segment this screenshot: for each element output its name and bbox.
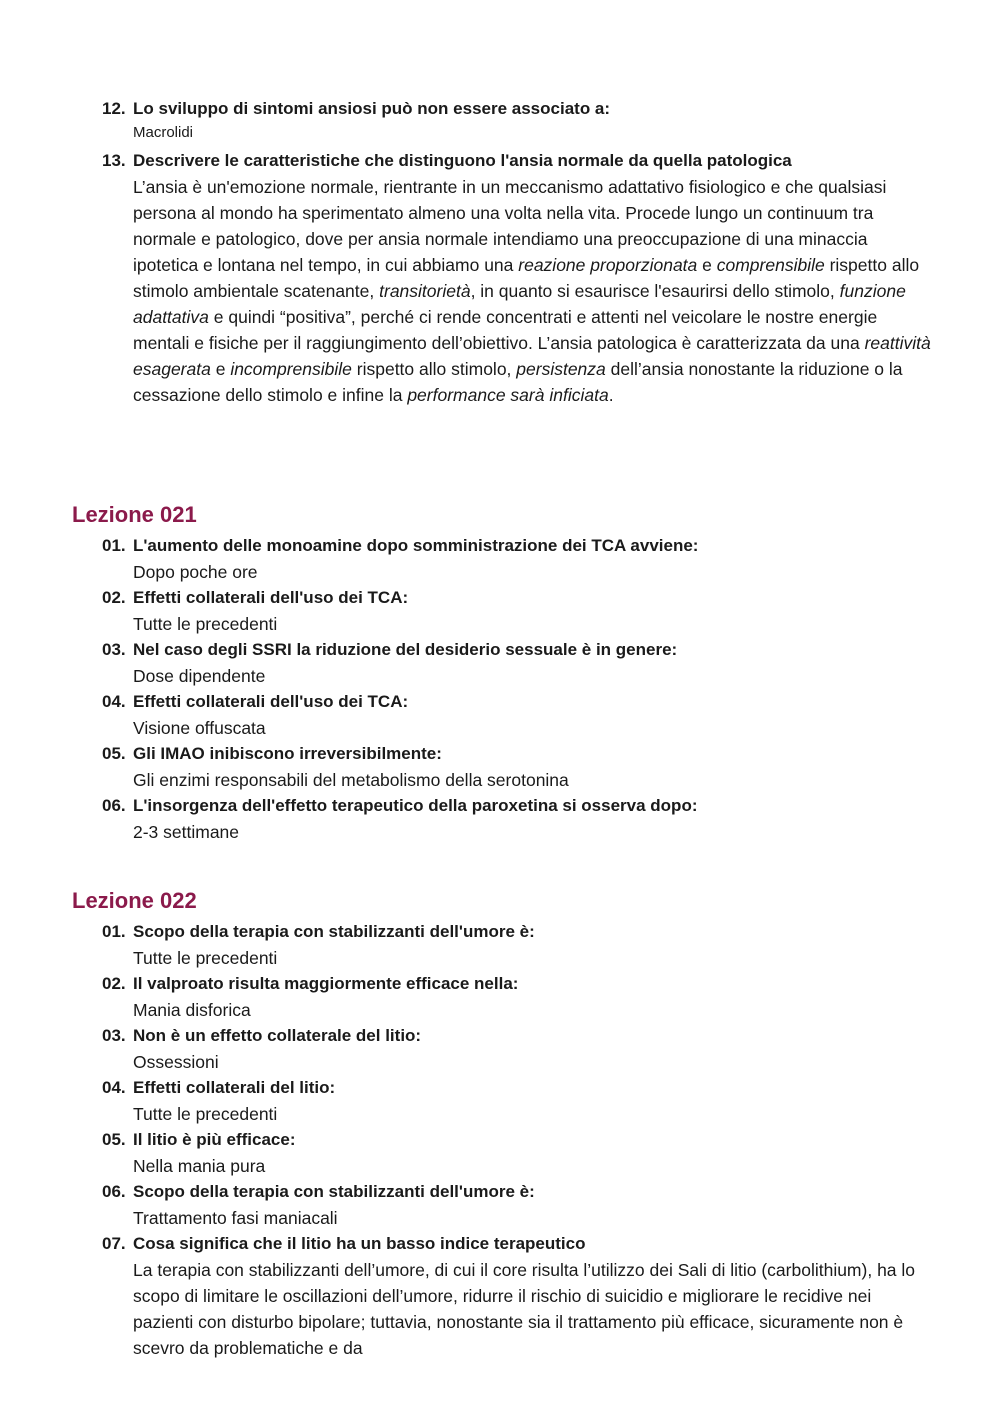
question-022-02 [102, 971, 932, 1023]
question-label: Il valproato risulta maggiormente efficace nella: [133, 974, 519, 993]
question-number: 02. [102, 588, 126, 607]
question-label: Nel caso degli SSRI la riduzione del desiderio sessuale è in genere: [133, 640, 678, 659]
question-021-05 [102, 741, 932, 793]
question-label: Effetti collaterali dell'uso dei TCA: [133, 588, 409, 607]
answer-emphasis: funzione adattativa [133, 281, 906, 327]
question-label: Scopo della terapia con stabilizzanti dell'umore è: [133, 922, 535, 941]
question-022-04 [102, 1075, 932, 1127]
question-021-06 [102, 793, 932, 845]
question-number: 02. [102, 974, 126, 993]
question-label: Il litio è più efficace: [133, 1130, 296, 1149]
answer-text: Tutte le precedenti [133, 948, 278, 968]
answer-emphasis: reazione proporzionata [518, 255, 698, 275]
question-number: 05. [102, 744, 126, 763]
question-label: L'insorgenza dell'effetto terapeutico della paroxetina si osserva dopo: [133, 796, 698, 815]
answer-text: Gli enzimi responsabili del metabolismo della serotonina [133, 770, 569, 790]
question-text [102, 971, 932, 997]
question-number: 01. [102, 536, 126, 555]
question-022-07 [102, 1231, 932, 1361]
answer-segment: e quindi “positiva”, perché ci rende concentrati e attenti nel veicolare le nostre energie mentali e fisiche per il raggiungimento dell’obiettivo. L’ansia patologica è caratterizzata da una [133, 307, 878, 353]
question-021-03 [102, 637, 932, 689]
question-number: 03. [102, 640, 126, 659]
question-text [102, 96, 932, 122]
question-number: 13. [102, 151, 126, 170]
question-label: Non è un effetto collaterale del litio: [133, 1026, 422, 1045]
answer-text: 2-3 settimane [133, 822, 240, 842]
answer-text: Ossessioni [133, 1052, 219, 1072]
question-text [102, 919, 932, 945]
question-text [102, 689, 932, 715]
question-text [102, 533, 932, 559]
answer-emphasis: performance sarà inficiata [407, 385, 609, 405]
question-021-01 [102, 533, 932, 585]
answer-segment: . [608, 385, 614, 405]
answer-paragraph: La terapia con stabilizzanti dell’umore, di cui il core risulta l’utilizzo dei Sali di litio (carbolithium), ha lo scopo di limitare le oscillazioni dell’umore, ridurre il rischio di suicidio e migliorare le recidive nei pazienti con disturbo bipolare; tuttavia, nonostante sia il trattamento più efficace, sicuramente non è scevro da problematiche e da [133, 1260, 916, 1358]
answer-segment: rispetto allo stimolo, [351, 359, 517, 379]
question-number: 01. [102, 922, 126, 941]
answer-segment: dell’ansia nonostante la riduzione o la cessazione dello stimolo e infine la [133, 359, 903, 405]
answer-text: Tutte le precedenti [133, 1104, 278, 1124]
answer-emphasis: transitorietà [379, 281, 471, 301]
answer-text: Macrolidi [133, 124, 194, 141]
question-label: L'aumento delle monoamine dopo somministrazione dei TCA avviene: [133, 536, 699, 555]
question-12 [102, 96, 932, 144]
question-label: Effetti collaterali del litio: [133, 1078, 336, 1097]
question-022-06 [102, 1179, 932, 1231]
question-number: 04. [102, 1078, 126, 1097]
answer-text: Tutte le precedenti [133, 614, 278, 634]
question-number: 06. [102, 1182, 126, 1201]
question-number: 07. [102, 1234, 126, 1253]
question-label: Effetti collaterali dell'uso dei TCA: [133, 692, 409, 711]
question-022-01 [102, 919, 932, 971]
question-text [102, 1127, 932, 1153]
answer-emphasis: comprensibile [716, 255, 825, 275]
question-021-04 [102, 689, 932, 741]
question-label: Lo sviluppo di sintomi ansiosi può non essere associato a: [133, 99, 611, 118]
question-text [102, 637, 932, 663]
question-label: Cosa significa che il litio ha un basso indice terapeutico [133, 1234, 586, 1253]
answer-emphasis: incomprensibile [230, 359, 352, 379]
answer-text: Dopo poche ore [133, 562, 258, 582]
question-label: Descrivere le caratteristiche che distinguono l'ansia normale da quella patologica [133, 151, 792, 170]
answer-text: Nella mania pura [133, 1156, 266, 1176]
answer-emphasis: persistenza [516, 359, 606, 379]
answer-segment: e [697, 255, 717, 275]
answer-text: Dose dipendente [133, 666, 266, 686]
answer-segment: rispetto allo stimolo ambientale scatenante, [133, 255, 920, 301]
answer-paragraph [133, 174, 932, 408]
question-number: 12. [102, 99, 126, 118]
question-text [102, 793, 932, 819]
section-heading-lezione-021: Lezione 021 [72, 502, 197, 527]
question-022-05 [102, 1127, 932, 1179]
question-text [102, 585, 932, 611]
question-021-02 [102, 585, 932, 637]
question-text [102, 741, 932, 767]
question-number: 03. [102, 1026, 126, 1045]
question-13 [102, 148, 932, 408]
question-number: 05. [102, 1130, 126, 1149]
answer-emphasis: reattività esagerata [133, 333, 931, 379]
question-text [102, 1231, 932, 1257]
answer-text: Visione offuscata [133, 718, 266, 738]
question-022-03 [102, 1023, 932, 1075]
answer-text: Mania disforica [133, 1000, 251, 1020]
answer-segment: L’ansia è un'emozione normale, rientrante in un meccanismo adattativo fisiologico e che qualsiasi persona al mondo ha sperimentato almeno una volta nella vita. Procede lungo un continuum tra normale e patologico, dove per ansia normale intendiamo una preoccupazione di una minaccia ipotetica e lontana nel tempo, in cui abbiamo una [133, 177, 887, 275]
question-text [102, 1023, 932, 1049]
question-label: Gli IMAO inibiscono irreversibilmente: [133, 744, 442, 763]
question-text [102, 148, 932, 174]
section-heading-lezione-022: Lezione 022 [72, 888, 197, 913]
question-text [102, 1075, 932, 1101]
answer-segment: e [210, 359, 231, 379]
question-label: Scopo della terapia con stabilizzanti dell'umore è: [133, 1182, 535, 1201]
question-number: 06. [102, 796, 126, 815]
answer-segment: , in quanto si esaurisce l'esaurirsi dello stimolo, [470, 281, 840, 301]
question-text [102, 1179, 932, 1205]
question-number: 04. [102, 692, 126, 711]
answer-text: Trattamento fasi maniacali [133, 1208, 338, 1228]
